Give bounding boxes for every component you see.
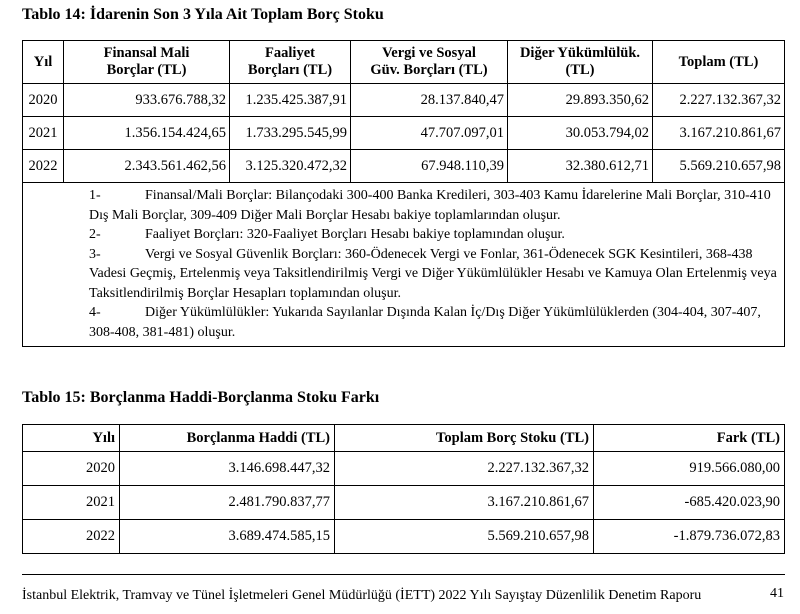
amount-cell: 30.053.794,02 [508, 117, 653, 150]
amount-cell: 1.356.154.424,65 [64, 117, 230, 150]
amount-cell: 28.137.840,47 [351, 84, 508, 117]
table14-caption: Tablo 14: İdarenin Son 3 Yıla Ait Toplam Borç Stoku [22, 6, 384, 23]
amount-cell: 29.893.350,62 [508, 84, 653, 117]
notes-row [23, 183, 785, 347]
header-total [653, 41, 785, 84]
header-line: Finansal Mali [103, 45, 190, 61]
amount-cell: 933.676.788,32 [64, 84, 230, 117]
note-text: Vergi ve Sosyal Güvenlik Borçları: 360-Ödenecek Vergi ve Fonlar, 361-Ödenecek SGK Kesintileri, 368-438 Vadesi Geçmiş, Ertelenmiş veya Taksitlendirilmiş Vergi ve Diğer Yükümlülükler Hesabı ve Kamuya Olan Ertelenmiş veya Taksitlendirilmiş Borçlar Hesapları toplamından oluşur. [89, 246, 777, 301]
header-borrowing-limit: Borçlanma Haddi (TL) [120, 425, 335, 452]
header-line: (TL) [565, 62, 595, 78]
debt-stock-table [22, 40, 785, 347]
footer-text: İstanbul Elektrik, Tramvay ve Tünel İşletmeleri Genel Müdürlüğü (İETT) 2022 Yılı Sayıştay Düzenlilik Denetim Raporu [22, 588, 702, 603]
amount-cell: 2.343.561.462,56 [64, 150, 230, 183]
header-other-liabilities [508, 41, 653, 84]
table15-caption: Tablo 15: Borçlanma Haddi-Borçlanma Stoku Farkı [22, 389, 380, 406]
header-difference: Fark (TL) [594, 425, 785, 452]
amount-cell: 3.146.698.447,32 [120, 452, 335, 486]
amount-cell: 2.227.132.367,32 [335, 452, 594, 486]
header-tax-social-debts [351, 41, 508, 84]
header-year: Yılı [23, 425, 120, 452]
year-cell: 2022 [23, 150, 64, 183]
amount-cell: 1.235.425.387,91 [230, 84, 351, 117]
amount-cell: 919.566.080,00 [594, 452, 785, 486]
borrowing-limit-table [22, 424, 785, 554]
year-cell: 2021 [23, 486, 120, 520]
amount-cell: 1.733.295.545,99 [230, 117, 351, 150]
table-row [23, 452, 785, 486]
header-line: Güv. Borçları (TL) [370, 62, 488, 78]
table-row [23, 520, 785, 554]
amount-cell: 5.569.210.657,98 [653, 150, 785, 183]
amount-cell: 3.689.474.585,15 [120, 520, 335, 554]
note-number: 1- [89, 188, 101, 203]
amount-cell: 47.707.097,01 [351, 117, 508, 150]
note-number: 2- [89, 227, 101, 242]
amount-cell: 32.380.612,71 [508, 150, 653, 183]
amount-cell: 3.125.320.472,32 [230, 150, 351, 183]
amount-cell: 3.167.210.861,67 [653, 117, 785, 150]
header-line: Diğer Yükümlülük. [519, 45, 641, 61]
header-line: Borçlar (TL) [106, 62, 187, 78]
header-operating-debts [230, 41, 351, 84]
year-cell: 2020 [23, 84, 64, 117]
table-header-row [23, 425, 785, 452]
header-total-debt-stock: Toplam Borç Stoku (TL) [335, 425, 594, 452]
table-notes [23, 183, 785, 347]
page-number: 41 [770, 586, 784, 601]
year-cell: 2021 [23, 117, 64, 150]
header-line: Faaliyet [265, 45, 315, 61]
header-line: Borçları (TL) [247, 62, 333, 78]
amount-cell: 5.569.210.657,98 [335, 520, 594, 554]
footer-divider [22, 574, 785, 575]
note-number: 3- [89, 246, 101, 262]
note-item [89, 245, 778, 304]
table-row [23, 150, 785, 183]
header-line: Vergi ve Sosyal [382, 45, 476, 61]
header-line: Toplam (TL) [678, 53, 759, 70]
note-item [89, 186, 778, 225]
note-text: Diğer Yükümlülükler: Yukarıda Sayılanlar Dışında Kalan İç/Dış Diğer Yükümlülüklerden (304-404, 307-407, 308-408, 381-481) oluşur. [89, 305, 761, 340]
note-number: 4- [89, 305, 101, 320]
amount-cell: -685.420.023,90 [594, 486, 785, 520]
table-row [23, 84, 785, 117]
amount-cell: 67.948.110,39 [351, 150, 508, 183]
amount-cell: -1.879.736.072,83 [594, 520, 785, 554]
year-cell: 2022 [23, 520, 120, 554]
note-text: Faaliyet Borçları: 320-Faaliyet Borçları Hesabı bakiye toplamından oluşur. [145, 227, 565, 242]
table-header-row [23, 41, 785, 84]
header-line: Yıl [33, 53, 53, 70]
note-item [89, 225, 778, 245]
header-financial-debts [64, 41, 230, 84]
note-item [89, 303, 778, 342]
table-row [23, 117, 785, 150]
table-row [23, 486, 785, 520]
amount-cell: 2.227.132.367,32 [653, 84, 785, 117]
year-cell: 2020 [23, 452, 120, 486]
amount-cell: 3.167.210.861,67 [335, 486, 594, 520]
amount-cell: 2.481.790.837,77 [120, 486, 335, 520]
header-year [23, 41, 64, 84]
note-text: Finansal/Mali Borçlar: Bilançodaki 300-400 Banka Kredileri, 303-403 Kamu İdarelerine Mali Borçlar, 310-410 Dış Mali Borçlar, 309-409 Diğer Mali Borçlar Hesabı bakiye toplamlarından oluşur. [89, 188, 771, 223]
